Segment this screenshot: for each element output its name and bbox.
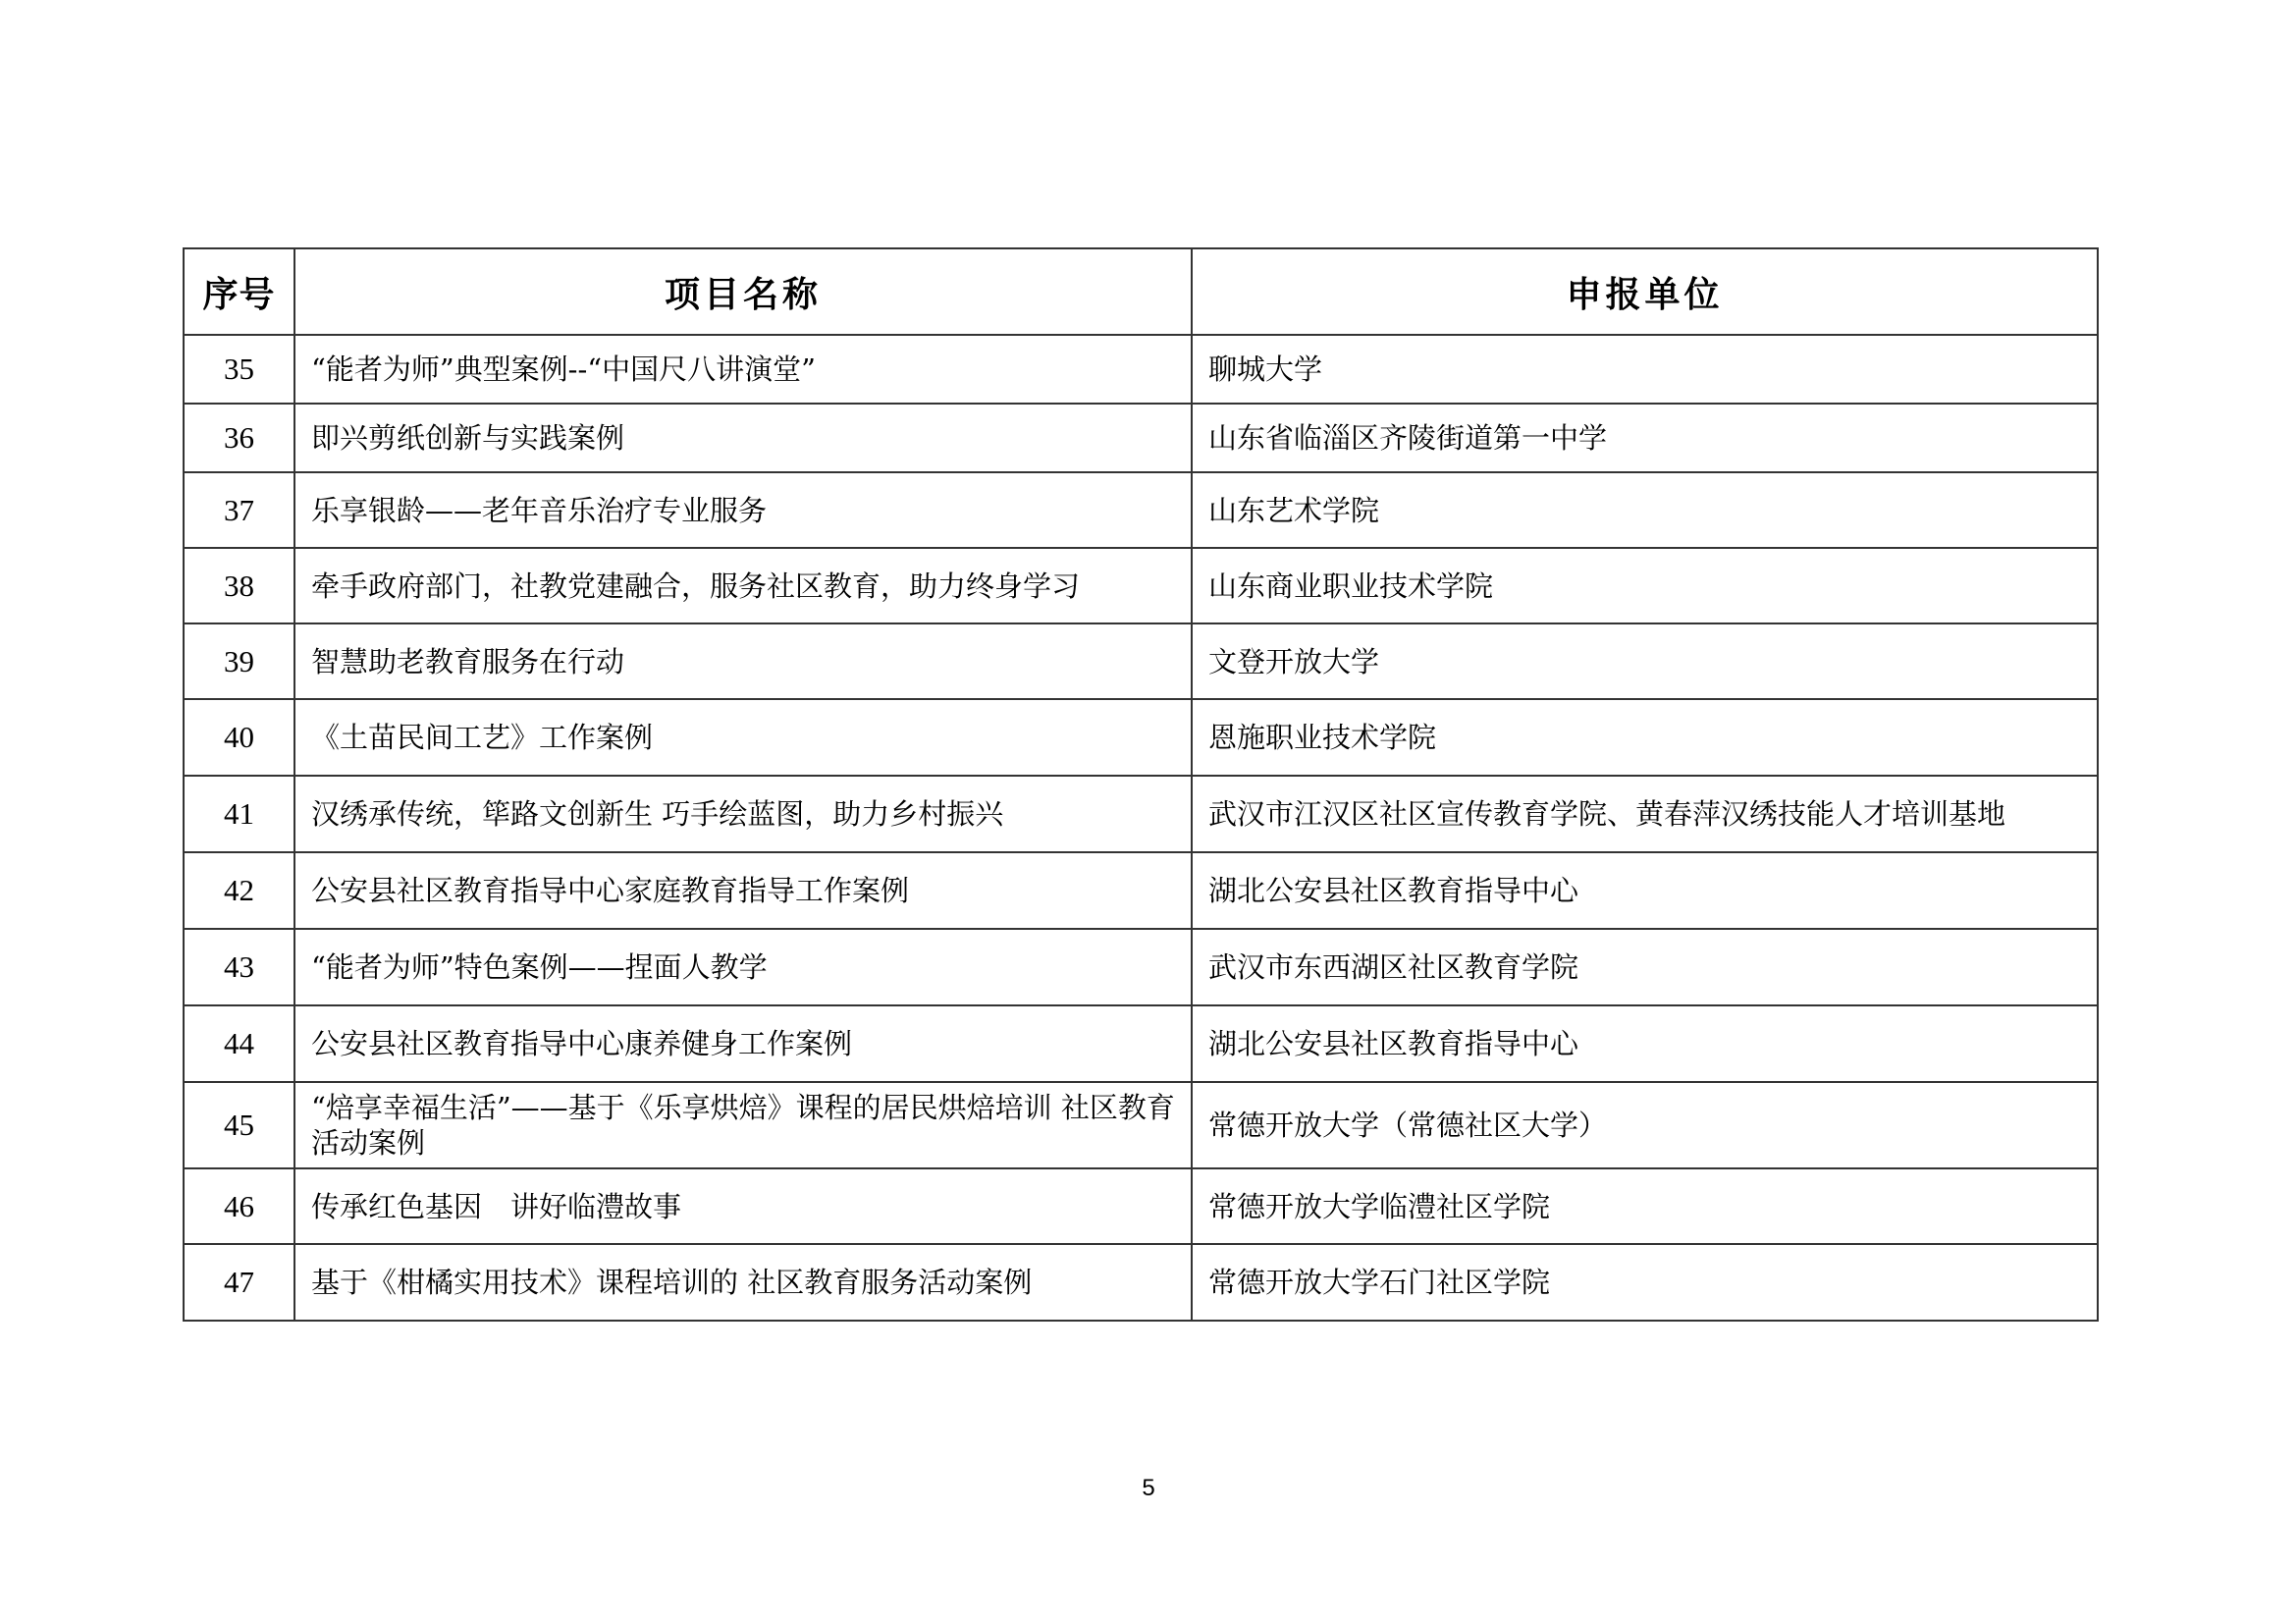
page-number: 5	[1142, 1475, 1155, 1501]
table-row	[184, 699, 2098, 776]
row-project-name: 牵手政府部门，社教党建融合，服务社区教育，助力终身学习	[294, 548, 1192, 623]
table-row	[184, 1005, 2098, 1082]
row-project-name: “能者为师”典型案例--“中国尺八讲演堂”	[294, 335, 1192, 404]
row-serial-number: 44	[184, 1005, 294, 1082]
row-serial-number: 42	[184, 852, 294, 929]
row-serial-number: 35	[184, 335, 294, 404]
row-applicant-unit: 常德开放大学（常德社区大学）	[1192, 1082, 2098, 1168]
row-serial-number: 47	[184, 1244, 294, 1321]
project-table	[183, 247, 2099, 1322]
table-row	[184, 776, 2098, 852]
row-project-name: “焙享幸福生活”——基于《乐享烘焙》课程的居民烘焙培训 社区教育活动案例	[294, 1082, 1192, 1168]
table-row	[184, 929, 2098, 1005]
row-applicant-unit: 常德开放大学石门社区学院	[1192, 1244, 2098, 1321]
row-serial-number: 37	[184, 472, 294, 548]
row-applicant-unit: 湖北公安县社区教育指导中心	[1192, 1005, 2098, 1082]
row-serial-number: 40	[184, 699, 294, 776]
row-serial-number: 45	[184, 1082, 294, 1168]
row-project-name: 基于《柑橘实用技术》课程培训的 社区教育服务活动案例	[294, 1244, 1192, 1321]
row-project-name: “能者为师”特色案例——捏面人教学	[294, 929, 1192, 1005]
table-row	[184, 404, 2098, 472]
row-applicant-unit: 武汉市东西湖区社区教育学院	[1192, 929, 2098, 1005]
table-row	[184, 548, 2098, 623]
header-project-name: 项目名称	[294, 248, 1192, 335]
row-serial-number: 41	[184, 776, 294, 852]
row-applicant-unit: 山东省临淄区齐陵街道第一中学	[1192, 404, 2098, 472]
table-row	[184, 852, 2098, 929]
row-applicant-unit: 山东艺术学院	[1192, 472, 2098, 548]
row-applicant-unit: 恩施职业技术学院	[1192, 699, 2098, 776]
row-project-name: 公安县社区教育指导中心康养健身工作案例	[294, 1005, 1192, 1082]
row-project-name: 《土苗民间工艺》工作案例	[294, 699, 1192, 776]
row-serial-number: 36	[184, 404, 294, 472]
row-applicant-unit: 山东商业职业技术学院	[1192, 548, 2098, 623]
table-row	[184, 335, 2098, 404]
table-row	[184, 472, 2098, 548]
row-applicant-unit: 文登开放大学	[1192, 623, 2098, 699]
table-row	[184, 1082, 2098, 1168]
row-serial-number: 43	[184, 929, 294, 1005]
table-row	[184, 1244, 2098, 1321]
row-project-name: 汉绣承传统，筚路文创新生 巧手绘蓝图，助力乡村振兴	[294, 776, 1192, 852]
row-project-name: 传承红色基因 讲好临澧故事	[294, 1168, 1192, 1244]
row-applicant-unit: 湖北公安县社区教育指导中心	[1192, 852, 2098, 929]
table-header-row	[184, 248, 2098, 335]
row-project-name: 乐享银龄——老年音乐治疗专业服务	[294, 472, 1192, 548]
row-project-name: 智慧助老教育服务在行动	[294, 623, 1192, 699]
table-row	[184, 1168, 2098, 1244]
row-serial-number: 38	[184, 548, 294, 623]
table-row	[184, 623, 2098, 699]
header-serial-number: 序号	[184, 248, 294, 335]
row-applicant-unit: 武汉市江汉区社区宣传教育学院、黄春萍汉绣技能人才培训基地	[1192, 776, 2098, 852]
row-applicant-unit: 聊城大学	[1192, 335, 2098, 404]
header-applicant-unit: 申报单位	[1192, 248, 2098, 335]
row-serial-number: 46	[184, 1168, 294, 1244]
row-serial-number: 39	[184, 623, 294, 699]
row-applicant-unit: 常德开放大学临澧社区学院	[1192, 1168, 2098, 1244]
row-project-name: 公安县社区教育指导中心家庭教育指导工作案例	[294, 852, 1192, 929]
row-project-name: 即兴剪纸创新与实践案例	[294, 404, 1192, 472]
